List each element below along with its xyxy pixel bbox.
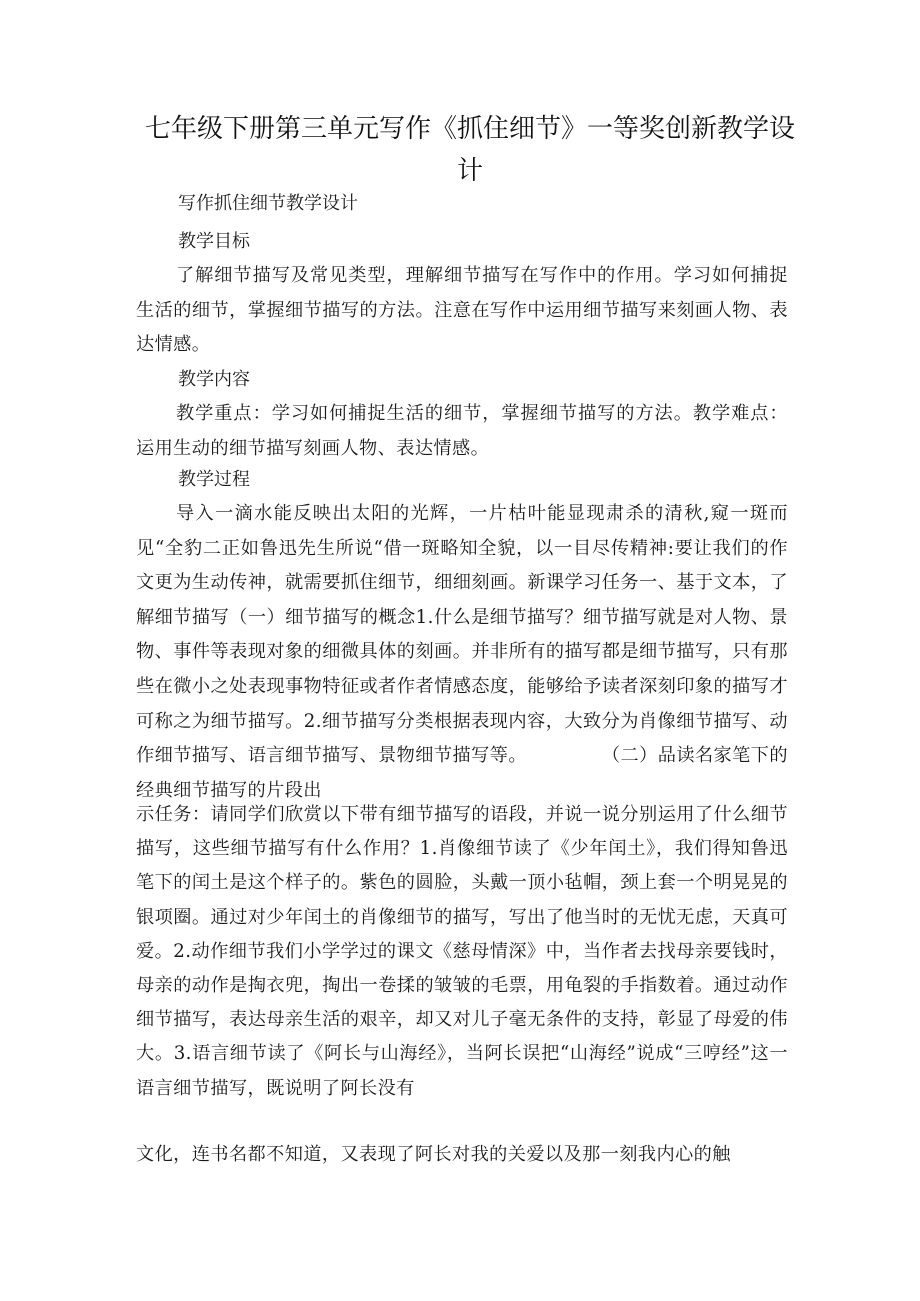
document-subtitle: 写作抓住细节教学设计 (178, 193, 358, 214)
paragraph-process-continued: 文化，连书名都不知道，又表现了阿长对我的关爱以及那一刻我内心的触 (136, 1144, 731, 1165)
document-title: 七年级下册第三单元写作《抓住细节》一等奖创新教学设计 (144, 114, 795, 186)
paragraph-objectives: 了解细节描写及常见类型，理解细节描写在写作中的作用。学习如何捕捉生活的细节，掌握细节描写的方法。注意在写作中运用细节描写来刻画人物、表达情感。 (136, 265, 788, 356)
paragraph-content: 教学重点：学习如何捕捉生活的细节，掌握细节描写的方法。教学难点：运用生动的细节描写刻画人物、表达情感。 (136, 403, 788, 459)
paragraph-process-tasks: 示任务：请同学们欣赏以下带有细节描写的语段，并说一说分别运用了什么细节描写，这些细节描写有什么作用？1.肖像细节读了《少年闰土》，我们得知鲁迅笔下的闰土是这个样子的。紫色的圆脸，头戴一顶小毡帽，颈上套一个明晃晃的银项圈。通过对少年闰土的肖像细节的描写，写出了他当时的无忧无虑，天真可爱。2.动作细节我们小学学过的课文《慈母情深》中，当作者去找母亲要钱时，母亲的动作是掏衣兜，掏出一卷揉的皱皱的毛票，用龟裂的手指数着。通过动作细节描写，表达母亲生活的艰辛，却又对儿子毫无条件的支持，彰显了母爱的伟大。3.语言细节读了《阿长与山海经》，当阿长误把“山海经”说成“三哼经”这一语言细节描写，既说明了阿长没有 (136, 804, 788, 1099)
section-heading-content: 教学内容 (178, 369, 250, 390)
section-heading-objectives: 教学目标 (178, 231, 250, 252)
paragraph-process-intro: 导入一滴水能反映出太阳的光辉，一片枯叶能显现肃杀的清秋,窥一斑而见“全豹二正如鲁迅先生所说“借一斑略知全貌，以一目尽传精神:要让我们的作文更为生动传神，就需要抓住细节，细细刻画。新课学习任务一、基于文本，了解细节描写（一）细节描写的概念1.什么是细节描写？细节描写就是对人物、景物、事件等表现对象的细微具体的刻画。并非所有的描写都是细节描写，只有那些在微小之处表现事物特征或者作者情感态度，能够给予读者深刻印象的描写才可称之为细节描写。2.细节描写分类根据表现内容，大致分为肖像细节描写、动作细节描写、语言细节描写、景物细节描写等。 （二）品读名家笔下的经典细节描写的片段出 (136, 503, 788, 801)
section-heading-process: 教学过程 (178, 469, 250, 490)
